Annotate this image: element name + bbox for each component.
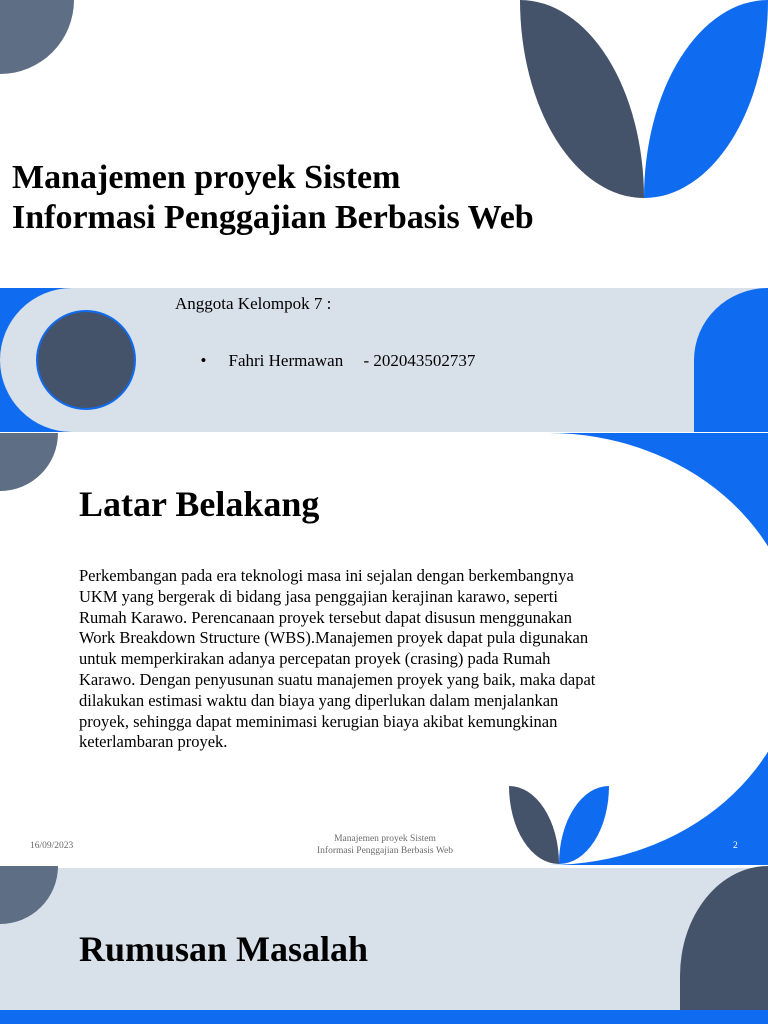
members-list bbox=[175, 290, 480, 432]
member-name: Fahri Hermawan bbox=[228, 351, 344, 370]
small-leaf-left-shape bbox=[509, 786, 559, 864]
members-heading: Anggota Kelompok 7 : bbox=[175, 294, 332, 313]
title-line-2: Informasi Penggajian Berbasis Web bbox=[12, 199, 534, 236]
body-line: Work Breakdown Structure (WBS).Manajemen proyek dapat pula digunakan bbox=[79, 628, 589, 648]
body-line: dilakukan estimasi waktu dan biaya yang diperlukan dalam menjalankan bbox=[79, 690, 559, 710]
corner-quarter-circle-shape bbox=[0, 0, 74, 74]
member-separator: - bbox=[363, 351, 374, 370]
member-item bbox=[175, 319, 480, 405]
footer-title-line-1: Manajemen proyek Sistem bbox=[334, 834, 436, 844]
bottom-blue-band-shape bbox=[0, 1010, 768, 1024]
page-number: 2 bbox=[733, 841, 738, 851]
body-line: Perkembangan pada era teknologi masa ini sejalan dengan berkembangnya bbox=[79, 566, 574, 585]
slide-heading: Rumusan Masalah bbox=[79, 929, 369, 969]
body-line: keterlambaran proyek. bbox=[79, 732, 228, 752]
presentation-title bbox=[12, 158, 632, 238]
body-line: proyek, sehingga dapat meminimasi kerugian biaya akibat kemungkinan bbox=[79, 711, 558, 731]
slide-heading: Latar Belakang bbox=[79, 484, 320, 524]
body-line: untuk memperkirakan adanya percepatan proyek (crasing) pada Rumah bbox=[79, 649, 551, 669]
corner-quarter-circle-shape bbox=[0, 866, 58, 924]
bullet-icon: • bbox=[200, 351, 207, 370]
top-white-strip-shape bbox=[0, 866, 768, 868]
small-leaf-right-shape bbox=[559, 786, 609, 864]
corner-quarter-circle-shape bbox=[0, 433, 58, 491]
right-leaf-shape bbox=[680, 866, 768, 1011]
band-circle-shape bbox=[37, 311, 135, 409]
slide-2 bbox=[0, 433, 768, 865]
member-item bbox=[175, 404, 480, 432]
body-paragraph bbox=[79, 566, 689, 753]
member-id: 202043502737 bbox=[373, 351, 476, 370]
body-line: UKM yang bergerak di bidang jasa penggajian kerajinan karawo, seperti bbox=[79, 586, 558, 606]
footer-date: 16/09/2023 bbox=[30, 841, 74, 851]
title-line-1: Manajemen proyek Sistem bbox=[12, 159, 401, 196]
leaf-right-shape bbox=[644, 0, 768, 198]
footer-title-line-2: Informasi Penggajian Berbasis Web bbox=[317, 846, 453, 856]
slide-3 bbox=[0, 866, 768, 1024]
body-line: Rumah Karawo. Perencanaan proyek tersebut dapat disusun menggunakan bbox=[79, 607, 573, 627]
body-line: Karawo. Dengan penyusunan suatu manajemen proyek yang baik, maka dapat bbox=[79, 669, 596, 689]
band-right-arch-shape bbox=[694, 288, 768, 432]
slide-1 bbox=[0, 0, 768, 432]
footer-title bbox=[290, 833, 480, 857]
